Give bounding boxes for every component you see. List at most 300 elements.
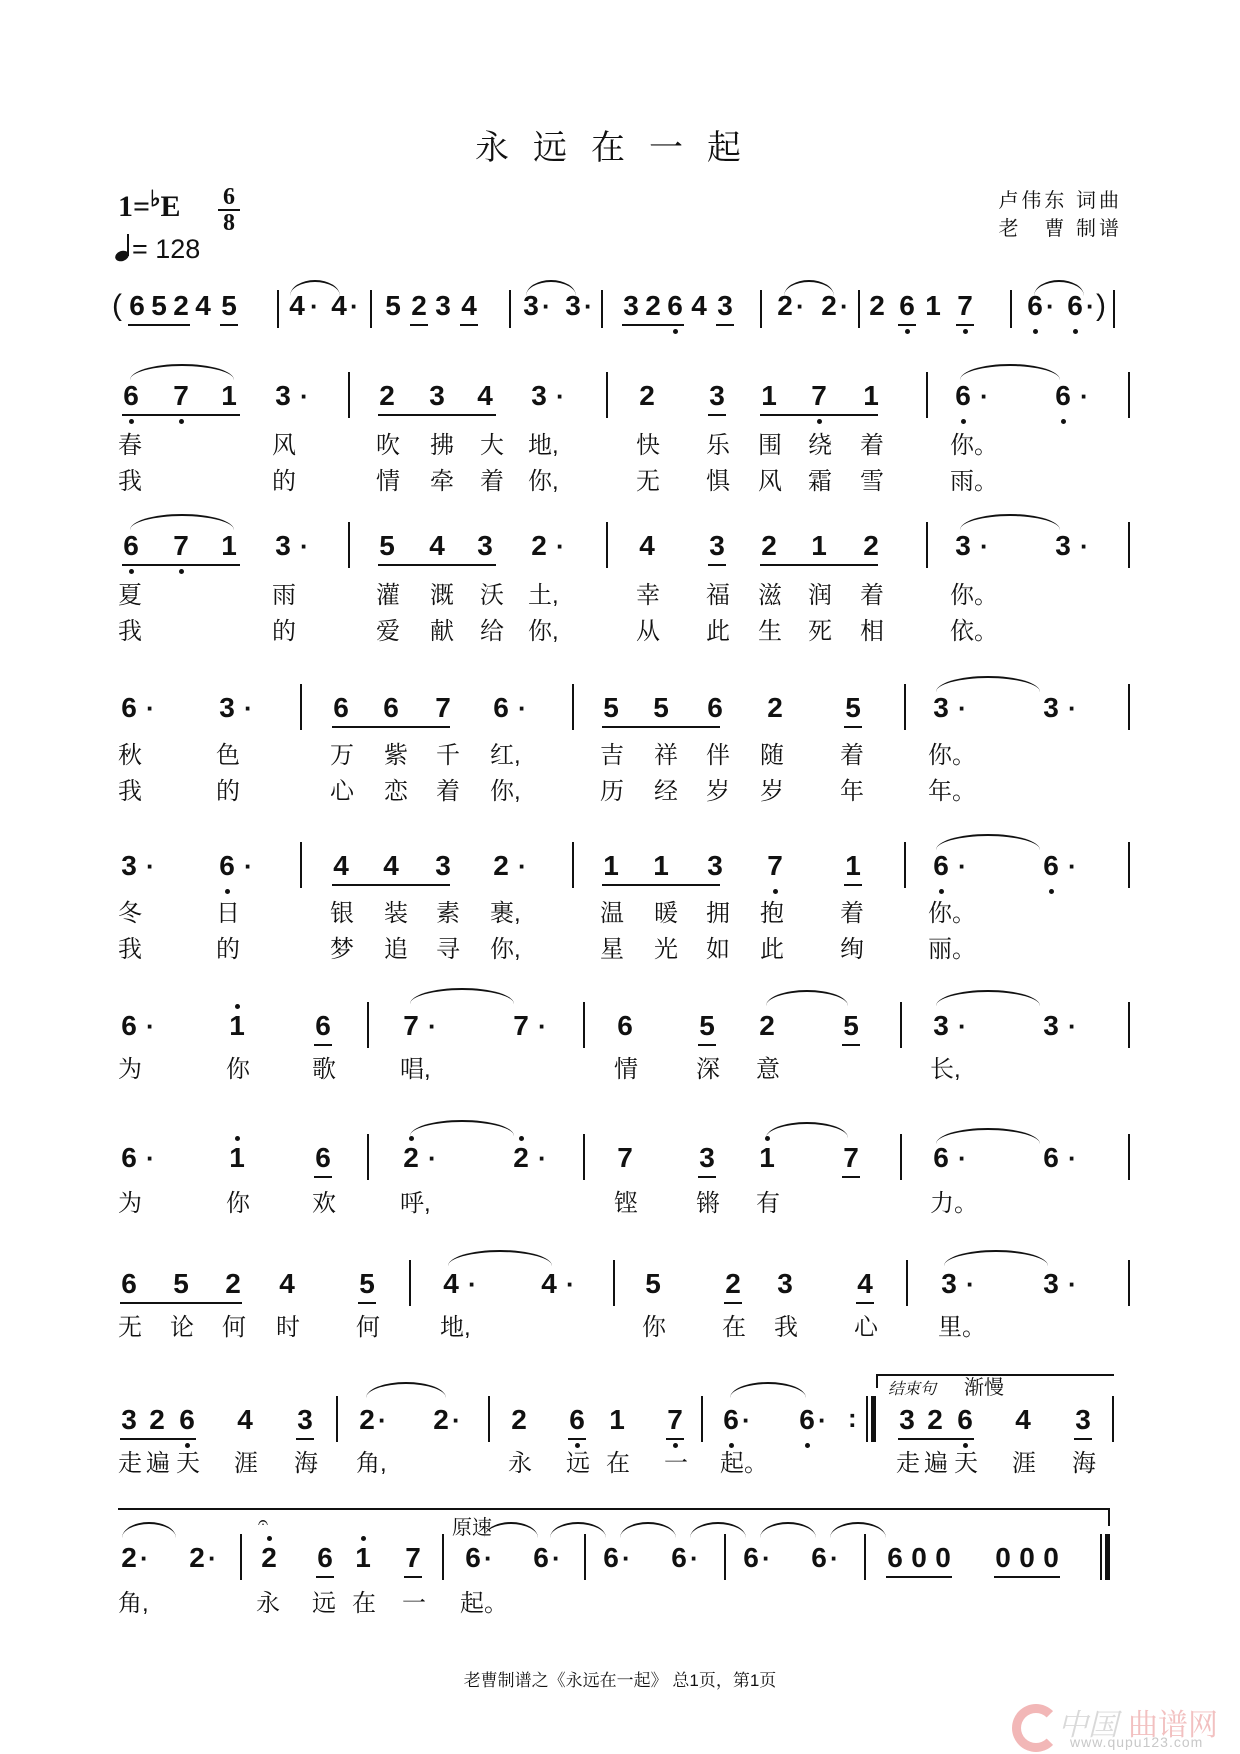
jianpu-note: 5 <box>699 1010 715 1041</box>
barline <box>1010 290 1012 328</box>
beam-underline <box>1074 1438 1092 1440</box>
lyric-char: 里。 <box>938 1314 986 1341</box>
lyric-char: 拂 <box>430 432 454 459</box>
lyric-char: 角, <box>356 1450 387 1477</box>
lyric-char: 起。 <box>720 1450 768 1477</box>
barline <box>240 1534 242 1580</box>
jianpu-note: 2 <box>121 1542 137 1573</box>
lyricist-composer: 卢伟东 词曲 <box>998 190 1122 212</box>
jianpu-note: 6 <box>120 530 142 562</box>
jianpu-note: 2 <box>759 1010 775 1041</box>
barline <box>606 372 608 418</box>
score-row-9 <box>0 1512 1240 1632</box>
lyric-char: 一 <box>402 1590 426 1617</box>
jianpu-note: 2 <box>359 1404 375 1435</box>
lyric-char: 幸 <box>636 582 660 609</box>
lyric-char: 夏 <box>118 582 142 609</box>
lyric-char: 给 <box>480 618 504 645</box>
tie-slur <box>410 988 514 1004</box>
barline <box>1112 1396 1114 1442</box>
jianpu-note: 1 <box>603 850 619 881</box>
lyric-char: 温 <box>600 900 624 927</box>
lyric-char: 星 <box>600 936 624 963</box>
lyric-char: 恋 <box>384 778 408 805</box>
beam-underline <box>760 564 878 566</box>
augmentation-dot: · <box>1068 1269 1077 1299</box>
lyric-char: 走 <box>896 1450 920 1477</box>
jianpu-note: 7 <box>403 1010 419 1041</box>
augmentation-dot: · <box>244 851 253 881</box>
augmentation-dot: · <box>796 291 805 321</box>
augmentation-dot: · <box>958 1011 967 1041</box>
lyric-char: 我 <box>118 618 142 645</box>
tie-slur <box>960 364 1060 380</box>
beam-underline <box>602 884 720 886</box>
lyric-char: 着 <box>480 468 504 495</box>
jianpu-note: 3 <box>717 290 733 321</box>
jianpu-note: 3 <box>699 1142 715 1173</box>
watermark-name-b: 曲谱网 <box>1128 1709 1218 1742</box>
jianpu-note: 6 <box>566 1404 588 1436</box>
lyric-char: 快 <box>636 432 660 459</box>
jianpu-note: 3 <box>565 290 581 321</box>
key-label: 1= <box>118 190 151 223</box>
lyric-char: 你。 <box>928 742 976 769</box>
jianpu-note: 2 <box>400 1142 422 1174</box>
augmentation-dot: · <box>1068 1011 1077 1041</box>
jianpu-note: 5 <box>653 692 669 723</box>
augmentation-dot: · <box>1068 693 1077 723</box>
jianpu-note: 2 <box>173 290 189 321</box>
augmentation-dot: · <box>1080 531 1089 561</box>
close-paren: ) <box>1096 289 1106 322</box>
jianpu-note: 6 <box>383 692 399 723</box>
lyric-char: 我 <box>774 1314 798 1341</box>
lyric-char: 天 <box>954 1450 978 1477</box>
lyric-char: 起。 <box>460 1590 508 1617</box>
jianpu-note: 6 <box>896 290 918 322</box>
lyric-char: 长, <box>930 1056 961 1083</box>
beam-underline <box>956 324 974 326</box>
lyric-char: 此 <box>706 618 730 645</box>
jianpu-note: 4 <box>429 530 445 561</box>
augmentation-dot: · <box>140 1543 149 1573</box>
augmentation-dot: · <box>958 851 967 881</box>
lyric-char: 日 <box>216 900 240 927</box>
lyric-char: 你。 <box>950 582 998 609</box>
lyric-char: 你 <box>226 1056 250 1083</box>
lyric-char: 拥 <box>706 900 730 927</box>
tie-slur <box>936 834 1040 850</box>
jianpu-note: 4 <box>691 290 707 321</box>
lyric-char: 何 <box>222 1314 246 1341</box>
lyric-char: 心 <box>854 1314 878 1341</box>
barline <box>606 522 608 568</box>
beam-underline <box>296 1438 314 1440</box>
augmentation-dot: · <box>542 291 551 321</box>
beam-underline <box>842 1044 860 1046</box>
watermark-name-a: 中国 <box>1058 1709 1118 1742</box>
score-row-1 <box>0 380 1240 510</box>
key-signature <box>118 186 181 224</box>
lyric-char: 在 <box>352 1590 376 1617</box>
lyric-char: 时 <box>276 1314 300 1341</box>
barline <box>926 522 928 568</box>
lyric-char: 追 <box>384 936 408 963</box>
song-title: 永远在一起 <box>475 129 765 167</box>
jianpu-note: 3 <box>435 850 451 881</box>
lyric-char: 寻 <box>436 936 460 963</box>
beam-underline <box>708 414 726 416</box>
augmentation-dot: · <box>980 381 989 411</box>
jianpu-note: 2 <box>927 1404 943 1435</box>
jianpu-note: 5 <box>173 1268 189 1299</box>
augmentation-dot: · <box>146 851 155 881</box>
barline <box>1113 290 1115 328</box>
beam-underline <box>316 1576 334 1578</box>
lyric-char: 年 <box>840 778 864 805</box>
barline <box>300 684 302 730</box>
jianpu-note: 6 <box>121 1268 137 1299</box>
lyric-char: 灌 <box>376 582 400 609</box>
jianpu-note: 3 <box>275 530 291 561</box>
augmentation-dot: · <box>146 693 155 723</box>
jianpu-note: 6 <box>317 1542 333 1573</box>
lyric-char: 千 <box>436 742 460 769</box>
lyric-char: 此 <box>760 936 784 963</box>
lyric-char: 为 <box>118 1056 142 1083</box>
barline <box>904 842 906 888</box>
barline <box>300 842 302 888</box>
augmentation-dot: · <box>244 693 253 723</box>
jianpu-note: 7 <box>954 290 976 322</box>
augmentation-dot: · <box>958 1143 967 1173</box>
jianpu-note: 3 <box>121 850 137 881</box>
jianpu-note: 2 <box>821 290 837 321</box>
jianpu-note: 7 <box>808 380 830 412</box>
jianpu-note: 6 <box>121 1010 137 1041</box>
lyric-char: 远 <box>312 1590 336 1617</box>
barline <box>442 1534 444 1580</box>
barline <box>1128 1002 1130 1048</box>
barline <box>348 372 350 418</box>
barline <box>584 1534 586 1580</box>
jianpu-note: 4 <box>1015 1404 1031 1435</box>
lyric-char: 生 <box>758 618 782 645</box>
jianpu-note: 3 <box>709 530 725 561</box>
jianpu-note: 2 <box>189 1542 205 1573</box>
flat-icon: ♭ <box>150 186 161 211</box>
jianpu-note: 3 <box>933 692 949 723</box>
lyric-char: 色 <box>216 742 240 769</box>
augmentation-dot: · <box>1080 381 1089 411</box>
lyric-char: 力。 <box>930 1190 978 1217</box>
lyric-char: 着 <box>840 742 864 769</box>
time-sig-top: 6 <box>223 184 235 210</box>
ending-label: 结束句 <box>888 1381 937 1398</box>
lyric-char: 永 <box>256 1590 280 1617</box>
tie-slur <box>766 1122 848 1138</box>
beam-underline <box>842 1176 860 1178</box>
jianpu-note: 4 <box>639 530 655 561</box>
beam-underline <box>404 1576 422 1578</box>
jianpu-note: 6 <box>315 1142 331 1173</box>
lyric-char: 你, <box>528 618 559 645</box>
beam-underline <box>122 564 240 566</box>
watermark-url: www.qupu123.com <box>1070 1734 1204 1750</box>
beam-underline <box>378 564 496 566</box>
augmentation-dot: · <box>1068 1143 1077 1173</box>
jianpu-note: 6 <box>664 290 686 322</box>
jianpu-note: 4 <box>331 290 347 321</box>
beam-underline <box>994 1576 1060 1578</box>
lyric-char: 如 <box>706 936 730 963</box>
jianpu-note: 2 <box>225 1268 241 1299</box>
tempo-marking <box>114 232 200 265</box>
beam-underline <box>410 324 428 326</box>
lyric-char: 暖 <box>654 900 678 927</box>
jianpu-note: 3 <box>275 380 291 411</box>
beam-underline <box>698 1044 716 1046</box>
time-sig-bottom: 8 <box>223 210 235 236</box>
barline <box>1128 684 1130 730</box>
augmentation-dot: · <box>146 1143 155 1173</box>
jianpu-note: 4 <box>279 1268 295 1299</box>
jianpu-note: 3 <box>933 1010 949 1041</box>
augmentation-dot: · <box>484 1543 493 1573</box>
lyric-char: 紫 <box>384 742 408 769</box>
jianpu-note: 6 <box>1064 290 1086 322</box>
barline <box>926 372 928 418</box>
augmentation-dot: · <box>310 291 319 321</box>
lyric-char: 海 <box>294 1450 318 1477</box>
lyric-char: 抱 <box>760 900 784 927</box>
lyric-char: 为 <box>118 1190 142 1217</box>
lyric-char: 惧 <box>706 468 730 495</box>
barline <box>724 1534 726 1580</box>
jianpu-note: 5 <box>845 692 861 723</box>
jianpu-note: 7 <box>513 1010 529 1041</box>
beam-underline <box>460 324 478 326</box>
jianpu-note: 1 <box>221 530 237 561</box>
augmentation-dot: · <box>818 1405 827 1435</box>
jianpu-note: 7 <box>435 692 451 723</box>
beam-underline <box>128 324 190 326</box>
barline <box>583 1134 585 1180</box>
jianpu-note: 2 <box>645 290 661 321</box>
jianpu-note: 5 <box>603 692 619 723</box>
augmentation-dot: · <box>690 1543 699 1573</box>
lyric-char: 你。 <box>950 432 998 459</box>
jianpu-note: 4 <box>383 850 399 881</box>
jianpu-note: 6 <box>887 1542 903 1573</box>
beam-underline <box>358 1302 376 1304</box>
augmentation-dot: · <box>428 1143 437 1173</box>
beam-underline <box>708 564 726 566</box>
lyric-char: 丽。 <box>928 936 976 963</box>
lyric-char: 天 <box>176 1450 200 1477</box>
jianpu-note: 6 <box>1040 850 1062 882</box>
lyric-char: 从 <box>636 618 660 645</box>
barline <box>572 842 574 888</box>
beam-underline <box>622 324 684 326</box>
augmentation-dot: · <box>830 1543 839 1573</box>
lyric-char: 唱, <box>400 1056 431 1083</box>
jianpu-note: 4 <box>443 1268 459 1299</box>
lyric-char: 乐 <box>706 432 730 459</box>
augmentation-dot: · <box>762 1543 771 1573</box>
lyric-char: 着 <box>436 778 460 805</box>
lyric-char: 在 <box>722 1314 746 1341</box>
lyric-char: 涯 <box>234 1450 258 1477</box>
lyric-char: 雪 <box>860 468 884 495</box>
jianpu-note: 6 <box>671 1542 687 1573</box>
lyric-char: 岁 <box>706 778 730 805</box>
lyric-char: 你, <box>490 778 521 805</box>
lyric-char: 走 <box>118 1450 142 1477</box>
lyric-char: 年。 <box>928 778 976 805</box>
lyric-char: 欢 <box>312 1190 336 1217</box>
lyric-char: 歌 <box>312 1056 336 1083</box>
jianpu-note: 7 <box>664 1404 686 1436</box>
augmentation-dot: · <box>552 1543 561 1573</box>
lyric-char: 永 <box>508 1450 532 1477</box>
augmentation-dot: · <box>622 1543 631 1573</box>
lyric-char: 冬 <box>118 900 142 927</box>
quarter-note-icon <box>114 232 132 262</box>
barline <box>871 1396 876 1442</box>
jianpu-note: 1 <box>653 850 669 881</box>
beam-underline <box>898 324 916 326</box>
jianpu-note: 1 <box>761 380 777 411</box>
barline <box>900 1134 902 1180</box>
barline <box>1128 522 1130 568</box>
barline <box>1128 842 1130 888</box>
jianpu-note: 1 <box>811 530 827 561</box>
jianpu-note: 6 <box>796 1404 818 1436</box>
jianpu-note: 1 <box>863 380 879 411</box>
beam-underline <box>844 726 862 728</box>
lyric-char: 梦 <box>330 936 354 963</box>
lyric-char: 遍 <box>146 1450 170 1477</box>
lyric-char: 的 <box>216 778 240 805</box>
lyric-char: 着 <box>860 582 884 609</box>
lyric-char: 深 <box>696 1056 720 1083</box>
lyric-char: 大 <box>480 432 504 459</box>
jianpu-note: 7 <box>170 530 192 562</box>
jianpu-note: 3 <box>1055 530 1071 561</box>
jianpu-note: 1 <box>845 850 861 881</box>
lyric-char: 素 <box>436 900 460 927</box>
beam-underline <box>698 1176 716 1178</box>
tie-slur <box>766 990 848 1006</box>
lyric-char: 光 <box>654 936 678 963</box>
lyric-char: 爱 <box>376 618 400 645</box>
logo-icon <box>1012 1704 1060 1752</box>
lyric-char: 装 <box>384 900 408 927</box>
jianpu-note: 5 <box>151 290 167 321</box>
augmentation-dot: · <box>556 381 565 411</box>
barline <box>760 290 762 328</box>
augmentation-dot: · <box>584 291 593 321</box>
lyric-char: 春 <box>118 432 142 459</box>
jianpu-note: 6 <box>930 850 952 882</box>
tempo-value: = 128 <box>132 234 201 264</box>
lyric-char: 秋 <box>118 742 142 769</box>
jianpu-note: 6 <box>1052 380 1074 412</box>
beam-underline <box>666 1438 684 1440</box>
barline <box>906 1260 908 1306</box>
lyric-char: 无 <box>118 1314 142 1341</box>
barline <box>900 1002 902 1048</box>
barline <box>488 1396 490 1442</box>
lyric-char: 雨。 <box>950 468 998 495</box>
lyric-char: 银 <box>330 900 354 927</box>
jianpu-note: 3 <box>477 530 493 561</box>
jianpu-note: 3 <box>435 290 451 321</box>
score-row-5 <box>0 1010 1240 1100</box>
lyric-char: 有 <box>756 1190 780 1217</box>
jianpu-note: 2 <box>531 530 547 561</box>
jianpu-note: 6 <box>743 1542 759 1573</box>
lyric-char: 献 <box>430 618 454 645</box>
jianpu-note: 5 <box>843 1010 859 1041</box>
lyric-char: 无 <box>636 468 660 495</box>
jianpu-note: 3 <box>523 290 539 321</box>
intro-row <box>0 290 1240 330</box>
jianpu-note: 3 <box>1043 1010 1059 1041</box>
lyric-char: 风 <box>272 432 296 459</box>
a-tempo-label: 原速 <box>452 1517 492 1539</box>
score-row-7 <box>0 1268 1240 1358</box>
lyric-char: 溉 <box>430 582 454 609</box>
jianpu-note: 4 <box>195 290 211 321</box>
jianpu-note: 3 <box>219 692 235 723</box>
beam-underline <box>844 884 862 886</box>
jianpu-note: 4 <box>857 1268 873 1299</box>
lyric-char: 情 <box>614 1056 638 1083</box>
jianpu-note: 2 <box>777 290 793 321</box>
beam-underline <box>332 726 450 728</box>
jianpu-note: 6 <box>533 1542 549 1573</box>
jianpu-note: 3 <box>1043 692 1059 723</box>
lyric-char: 相 <box>860 618 884 645</box>
beam-underline <box>378 414 496 416</box>
jianpu-note: 7 <box>764 850 786 882</box>
jianpu-note: 6 <box>465 1542 481 1573</box>
score-row-4 <box>0 850 1240 980</box>
jianpu-note: 4 <box>461 290 477 321</box>
lyric-char: 我 <box>118 778 142 805</box>
jianpu-note: 0 <box>1043 1542 1059 1573</box>
barline <box>1128 1260 1130 1306</box>
lyric-char: 一 <box>664 1450 688 1477</box>
barline <box>864 1534 866 1580</box>
tie-slur <box>730 1382 806 1398</box>
jianpu-note: 4 <box>477 380 493 411</box>
augmentation-dot: · <box>428 1011 437 1041</box>
lyric-char: 你。 <box>928 900 976 927</box>
lyric-char: 意 <box>756 1056 780 1083</box>
lyric-char: 风 <box>758 468 782 495</box>
barline <box>409 1260 411 1306</box>
augmentation-dot: · <box>556 531 565 561</box>
barline <box>583 1002 585 1048</box>
tie-slur <box>130 514 234 530</box>
barline <box>367 1002 369 1048</box>
jianpu-note: 0 <box>995 1542 1011 1573</box>
jianpu-note: 6 <box>707 692 723 723</box>
